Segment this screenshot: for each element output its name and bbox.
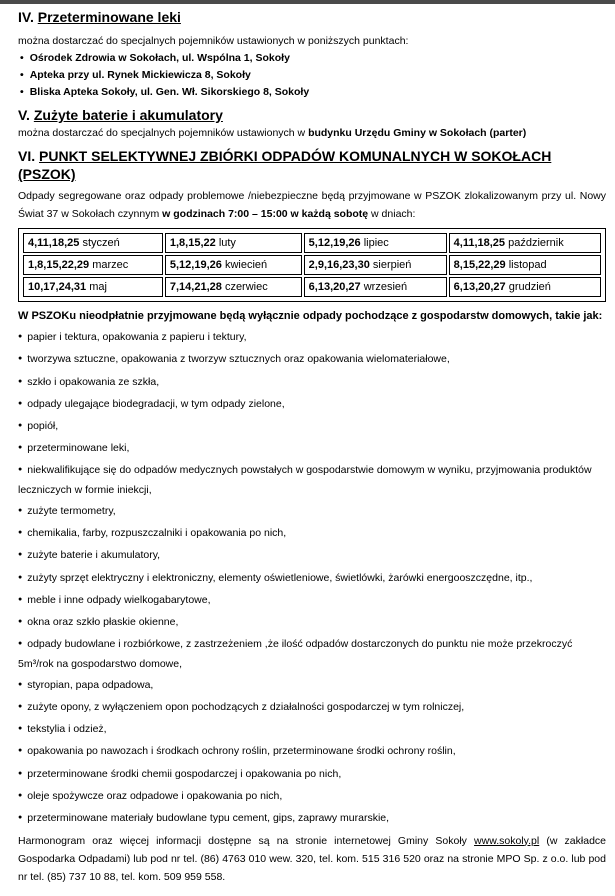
- schedule-month: czerwiec: [224, 281, 268, 293]
- schedule-cell: [165, 277, 302, 297]
- schedule-cell: [23, 255, 163, 275]
- waste-item: ● szkło i opakowania ze szkła,: [18, 371, 606, 393]
- pharmacy-point: • Bliska Apteka Sokoły, ul. Gen. Wł. Sikorskiego 8, Sokoły: [18, 84, 606, 101]
- schedule-cell: [304, 277, 447, 297]
- section-5-title: Zużyte baterie i akumulatory: [33, 107, 223, 123]
- schedule-grid: [21, 231, 603, 299]
- section-4-number: IV.: [18, 9, 34, 25]
- waste-item: ● tworzywa sztuczne, opakowania z tworzyw sztucznych oraz opakowania wielomateriałowe,: [18, 348, 606, 370]
- waste-item: ● styropian, papa odpadowa,: [18, 674, 606, 696]
- schedule-cell: [449, 255, 601, 275]
- waste-item: ● zużyty sprzęt elektryczny i elektroniczny, elementy oświetleniowe, świetlówki, żarówki energooszczędne, itp.,: [18, 567, 606, 589]
- section-5-number: V.: [18, 107, 30, 123]
- waste-item: ● opakowania po nawozach i środkach ochrony roślin, przeterminowane środki ochrony roślin,: [18, 740, 606, 762]
- schedule-month: maj: [89, 281, 107, 293]
- document-page: [18, 8, 606, 896]
- waste-item: ● popiół,: [18, 415, 606, 437]
- schedule-days: 5,12,19,26: [169, 259, 222, 271]
- section-4-intro: można dostarczać do specjalnych pojemników ustawionych w poniższych punktach:: [18, 35, 409, 47]
- schedule-cell: [23, 277, 163, 297]
- footer-text: Harmonogram oraz więcej informacji dostępne są na stronie internetowej Gminy Sokoły: [18, 834, 475, 847]
- schedule-days: 2,9,16,23,30: [308, 259, 370, 271]
- schedule-days: 5,12,19,26: [308, 237, 361, 249]
- schedule-month: kwiecień: [224, 259, 268, 271]
- schedule-row: [23, 233, 601, 253]
- schedule-month: grudzień: [508, 281, 551, 293]
- section-6-heading: [18, 147, 606, 183]
- section-5-intro-text: można dostarczać do specjalnych pojemników ustawionych w: [18, 127, 309, 139]
- waste-item: ● papier i tektura, opakowania z papieru i tektury,: [18, 326, 606, 348]
- waste-item: ● tekstylia i odzież,: [18, 718, 606, 740]
- section-5-intro: [18, 124, 606, 142]
- waste-item: ● zużyte termometry,: [18, 500, 606, 522]
- section-6-title: PUNKT SELEKTYWNEJ ZBIÓRKI ODPADÓW KOMUNALNYCH W SOKOŁACH (PSZOK): [18, 148, 552, 182]
- schedule-cell: [449, 277, 601, 297]
- schedule-days: 1,8,15,22: [169, 237, 216, 249]
- footer-contact-numbers: (w zakładce Gospodarka Odpadami) lub pod nr tel. (86) 4763 010 wew. 320, tel. kom. 515 316 520 oraz na stronie MPO Sp. z o.o. lub pod nr tel. (85) 737 10 88, tel. kom. 509 959 558.: [18, 834, 607, 883]
- section-6-number: VI.: [18, 148, 36, 164]
- waste-item: ● meble i inne odpady wielkogabarytowe,: [18, 589, 606, 611]
- section-6-opening-hours: w godzinach 7:00 – 15:00 w każdą sobotę: [162, 208, 369, 220]
- contact-footer: [18, 832, 606, 886]
- pharmacy-point: • Ośrodek Zdrowia w Sokołach, ul. Wspólna 1, Sokoły: [18, 50, 606, 67]
- schedule-days: 6,13,20,27: [453, 281, 506, 293]
- schedule-month: marzec: [92, 259, 129, 271]
- schedule-month: sierpień: [372, 259, 412, 271]
- waste-item: ● niekwalifikujące się do odpadów medycznych powstałych w gospodarstwie domowym w wyniku, przyjmowania produktów leczniczych w formie iniekcji,: [18, 460, 606, 500]
- waste-item: ● okna oraz szkło płaskie okienne,: [18, 611, 606, 633]
- section-5-intro-location: budynku Urzędu Gminy w Sokołach (parter): [308, 127, 527, 139]
- pharmacy-points-list: [18, 50, 606, 101]
- waste-item: ● zużyte opony, z wyłączeniem opon pochodzących z działalności gospodarczej w tym rolniczej,: [18, 696, 606, 718]
- accepted-waste-list: [18, 326, 606, 830]
- website-link[interactable]: www.sokoly.pl: [474, 834, 540, 847]
- schedule-month: wrzesień: [363, 281, 408, 293]
- waste-item: ● oleje spożywcze oraz odpadowe i opakowania po nich,: [18, 785, 606, 807]
- pharmacy-point: • Apteka przy ul. Rynek Mickiewicza 8, Sokoły: [18, 67, 606, 84]
- section-6-intro-end: w dniach:: [368, 208, 416, 220]
- section-6-intro-text: Odpady segregowane oraz odpady problemowe /niebezpieczne będą przyjmowane w PSZOK zlokalizowanym przy ul. Nowy Świat 37 w Sokołach czynnym: [18, 190, 606, 220]
- schedule-cell: [304, 233, 447, 253]
- waste-item: ● odpady budowlane i rozbiórkowe, z zastrzeżeniem ,że ilość odpadów dostarczonych do punktu nie może przekroczyć 5m³/rok na gospodarstwo domowe,: [18, 634, 606, 674]
- waste-item: ● przeterminowane leki,: [18, 437, 606, 459]
- waste-item: ● chemikalia, farby, rozpuszczalniki i opakowania po nich,: [18, 522, 606, 544]
- schedule-days: 6,13,20,27: [308, 281, 361, 293]
- waste-item: ● odpady ulegające biodegradacji, w tym odpady zielone,: [18, 393, 606, 415]
- waste-item: ● przeterminowane środki chemii gospodarczej i opakowania po nich,: [18, 763, 606, 785]
- schedule-month: styczeń: [82, 237, 120, 249]
- schedule-cell: [23, 233, 163, 253]
- schedule-month: listopad: [508, 259, 547, 271]
- top-border: [0, 0, 615, 4]
- accepted-waste-heading: W PSZOKu nieodpłatnie przyjmowane będą wyłącznie odpady pochodzące z gospodarstw domowych, takie jak:: [18, 310, 603, 322]
- schedule-month: lipiec: [363, 237, 389, 249]
- schedule-cell: [304, 255, 447, 275]
- schedule-days: 1,8,15,22,29: [28, 259, 90, 271]
- section-5-heading: [18, 106, 606, 124]
- section-4-title: Przeterminowane leki: [37, 9, 181, 25]
- schedule-days: 4,11,18,25: [28, 237, 80, 249]
- waste-item: ● przeterminowane materiały budowlane typu cement, gips, zaprawy murarskie,: [18, 807, 606, 829]
- schedule-cell: [165, 233, 302, 253]
- pszok-schedule-table: [18, 228, 606, 302]
- schedule-days: 8,15,22,29: [453, 259, 506, 271]
- schedule-month: październik: [508, 237, 564, 249]
- section-6-intro: [18, 187, 606, 223]
- schedule-row: [23, 255, 601, 275]
- schedule-row: [23, 277, 601, 297]
- waste-item: ● zużyte baterie i akumulatory,: [18, 544, 606, 566]
- schedule-days: 10,17,24,31: [28, 281, 87, 293]
- schedule-cell: [165, 255, 302, 275]
- schedule-days: 4,11,18,25: [453, 237, 506, 249]
- schedule-month: luty: [218, 237, 236, 249]
- schedule-cell: [449, 233, 601, 253]
- section-4-heading: [18, 8, 606, 26]
- schedule-days: 7,14,21,28: [169, 281, 222, 293]
